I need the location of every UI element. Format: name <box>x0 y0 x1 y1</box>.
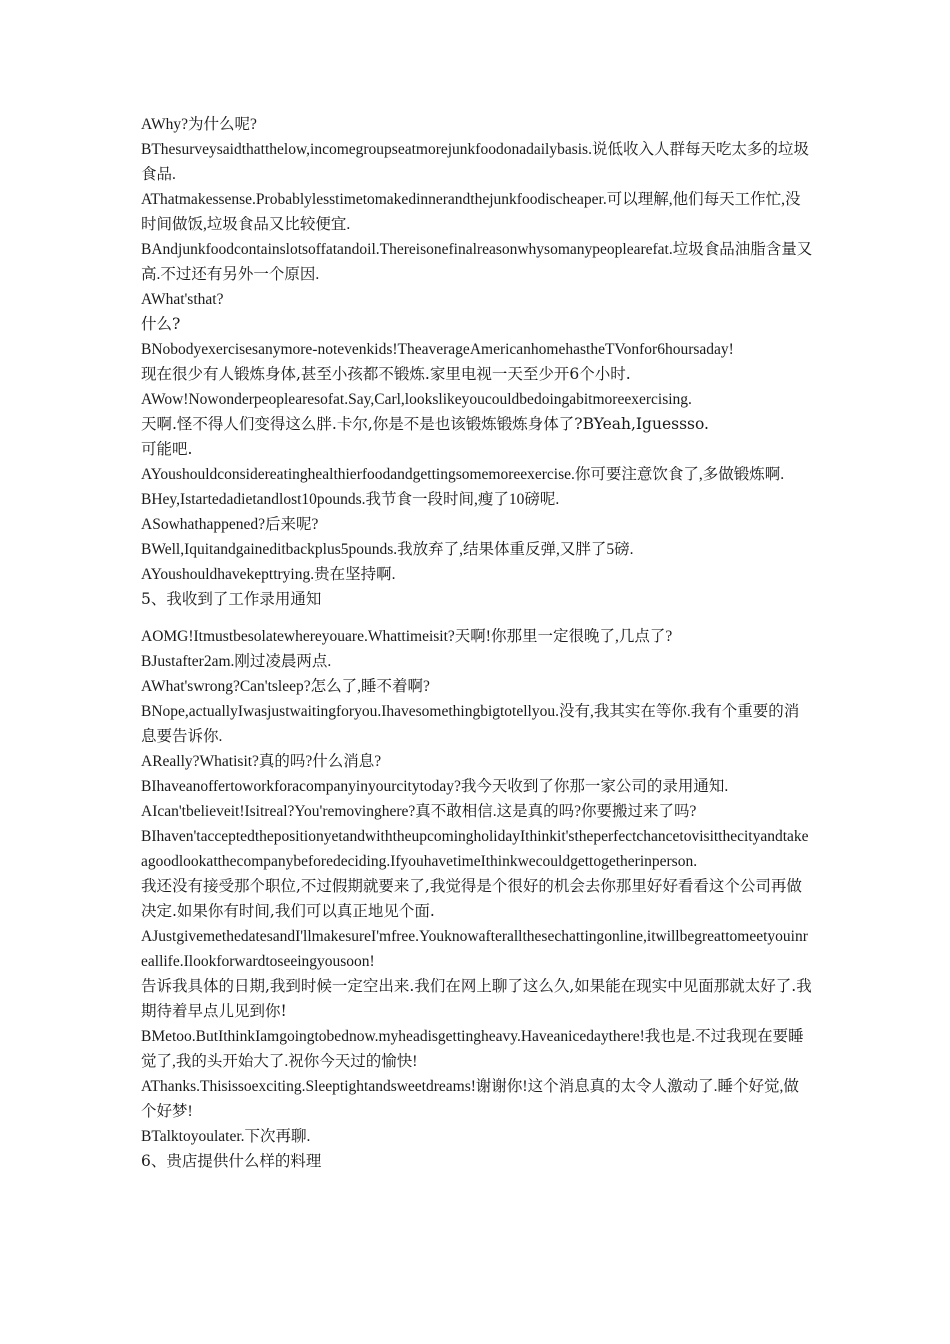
dialogue-line: BTalktoyoulater.下次再聊. <box>141 1128 311 1145</box>
dialogue-line: 告诉我具体的日期,我到时候一定空出来.我们在网上聊了这么久,如果能在现实中见面那就太好了.我期待着早点儿见到你! <box>141 977 812 1020</box>
dialogue-line: BJustafter2am.刚过凌晨两点. <box>141 653 332 670</box>
dialogue-line: AWhat'sthat? <box>141 291 224 308</box>
dialogue-line: AReally?Whatisit?真的吗?什么消息? <box>141 753 382 770</box>
dialogue-line: AYoushouldhavekepttrying.贵在坚持啊. <box>141 566 396 583</box>
dialogue-line: BWell,Iquitandgaineditbackplus5pounds.我放弃了,结果体重反弹,又胖了5磅. <box>141 541 634 558</box>
dialogue-line: BNobodyexercisesanymore-notevenkids!TheaverageAmericanhomehastheTVonfor6hoursaday! <box>141 341 734 358</box>
dialogue-line: AIcan'tbelieveit!Isitreal?You'removinghere?真不敢相信.这是真的吗?你要搬过来了吗? <box>141 803 697 820</box>
dialogue-line: AJustgivemethedatesandI'llmakesureI'mfree.Youknowafterallthesechattingonline,itwillbegreattomeetyouinreallife.Ilookforwardtoseeingyousoon! <box>141 928 808 970</box>
dialogue-line: BIhaveanoffertoworkforacompanyinyourcitytoday?我今天收到了你那一家公司的录用通知. <box>141 778 729 795</box>
section-heading: 5、我收到了工作录用通知 <box>141 590 322 608</box>
dialogue-line: AWhat'swrong?Can'tsleep?怎么了,睡不着啊? <box>141 678 430 695</box>
dialogue-line: BAndjunkfoodcontainslotsoffatandoil.Thereisonefinalreasonwhysomanypeoplearefat.垃圾食品油脂含量又高.不过还有另外一个原因. <box>141 241 813 283</box>
dialogue-line: AWow!Nowonderpeoplearesofat.Say,Carl,lookslikeyoucouldbedoingabitmoreexercising. <box>141 391 692 408</box>
dialogue-line: 可能吧. <box>141 440 193 458</box>
dialogue-line: 天啊.怪不得人们变得这么胖.卡尔,你是不是也该锻炼锻炼身体了?BYeah,Iguessso. <box>141 415 709 433</box>
dialogue-line: BMetoo.ButIthinkIamgoingtobednow.myheadisgettingheavy.Haveanicedaythere!我也是.不过我现在要睡觉了,我的头开始大了.祝你今天过的愉快! <box>141 1028 804 1070</box>
document-page <box>141 112 813 1174</box>
dialogue-line: AThatmakessense.Probablylesstimetomakedinnerandthejunkfoodischeaper.可以理解,他们每天工作忙,没时间做饭,垃圾食品又比较便宜. <box>141 191 801 233</box>
spacer <box>141 612 813 624</box>
dialogue-line: AThanks.Thisissoexciting.Sleeptightandsweetdreams!谢谢你!这个消息真的太令人激动了.睡个好觉,做个好梦! <box>141 1078 799 1120</box>
dialogue-line: ASowhathappened?后来呢? <box>141 516 319 533</box>
dialogue-line: 什么? <box>141 315 181 333</box>
dialogue-line: BThesurveysaidthatthelow,incomegroupseatmorejunkfoodonadailybasis.说低收入人群每天吃太多的垃圾食品. <box>141 141 809 183</box>
dialogue-line: 现在很少有人锻炼身体,甚至小孩都不锻炼.家里电视一天至少开6个小时. <box>141 365 631 383</box>
dialogue-line: AWhy?为什么呢? <box>141 116 257 133</box>
section-heading: 6、贵店提供什么样的料理 <box>141 1152 322 1170</box>
dialogue-line: BIhaven'tacceptedthepositionyetandwiththeupcomingholidayIthinkit'stheperfectchancetovisitthecityandtakeagoodlookatthecompanybeforedeciding.IfyouhavetimeIthinkwecouldgettogetherinperson. <box>141 828 809 870</box>
dialogue-line: 我还没有接受那个职位,不过假期就要来了,我觉得是个很好的机会去你那里好好看看这个公司再做决定.如果你有时间,我们可以真正地见个面. <box>141 877 802 920</box>
dialogue-line: AYoushouldconsidereatinghealthierfoodandgettingsomemoreexercise.你可要注意饮食了,多做锻炼啊. <box>141 466 785 483</box>
dialogue-line: BHey,Istartedadietandlost10pounds.我节食一段时间,瘦了10磅呢. <box>141 491 560 508</box>
dialogue-line: BNope,actuallyIwasjustwaitingforyou.Ihavesomethingbigtotellyou.没有,我其实在等你.我有个重要的消息要告诉你. <box>141 703 800 745</box>
dialogue-line: AOMG!Itmustbesolatewhereyouare.Whattimeisit?天啊!你那里一定很晚了,几点了? <box>141 628 673 645</box>
